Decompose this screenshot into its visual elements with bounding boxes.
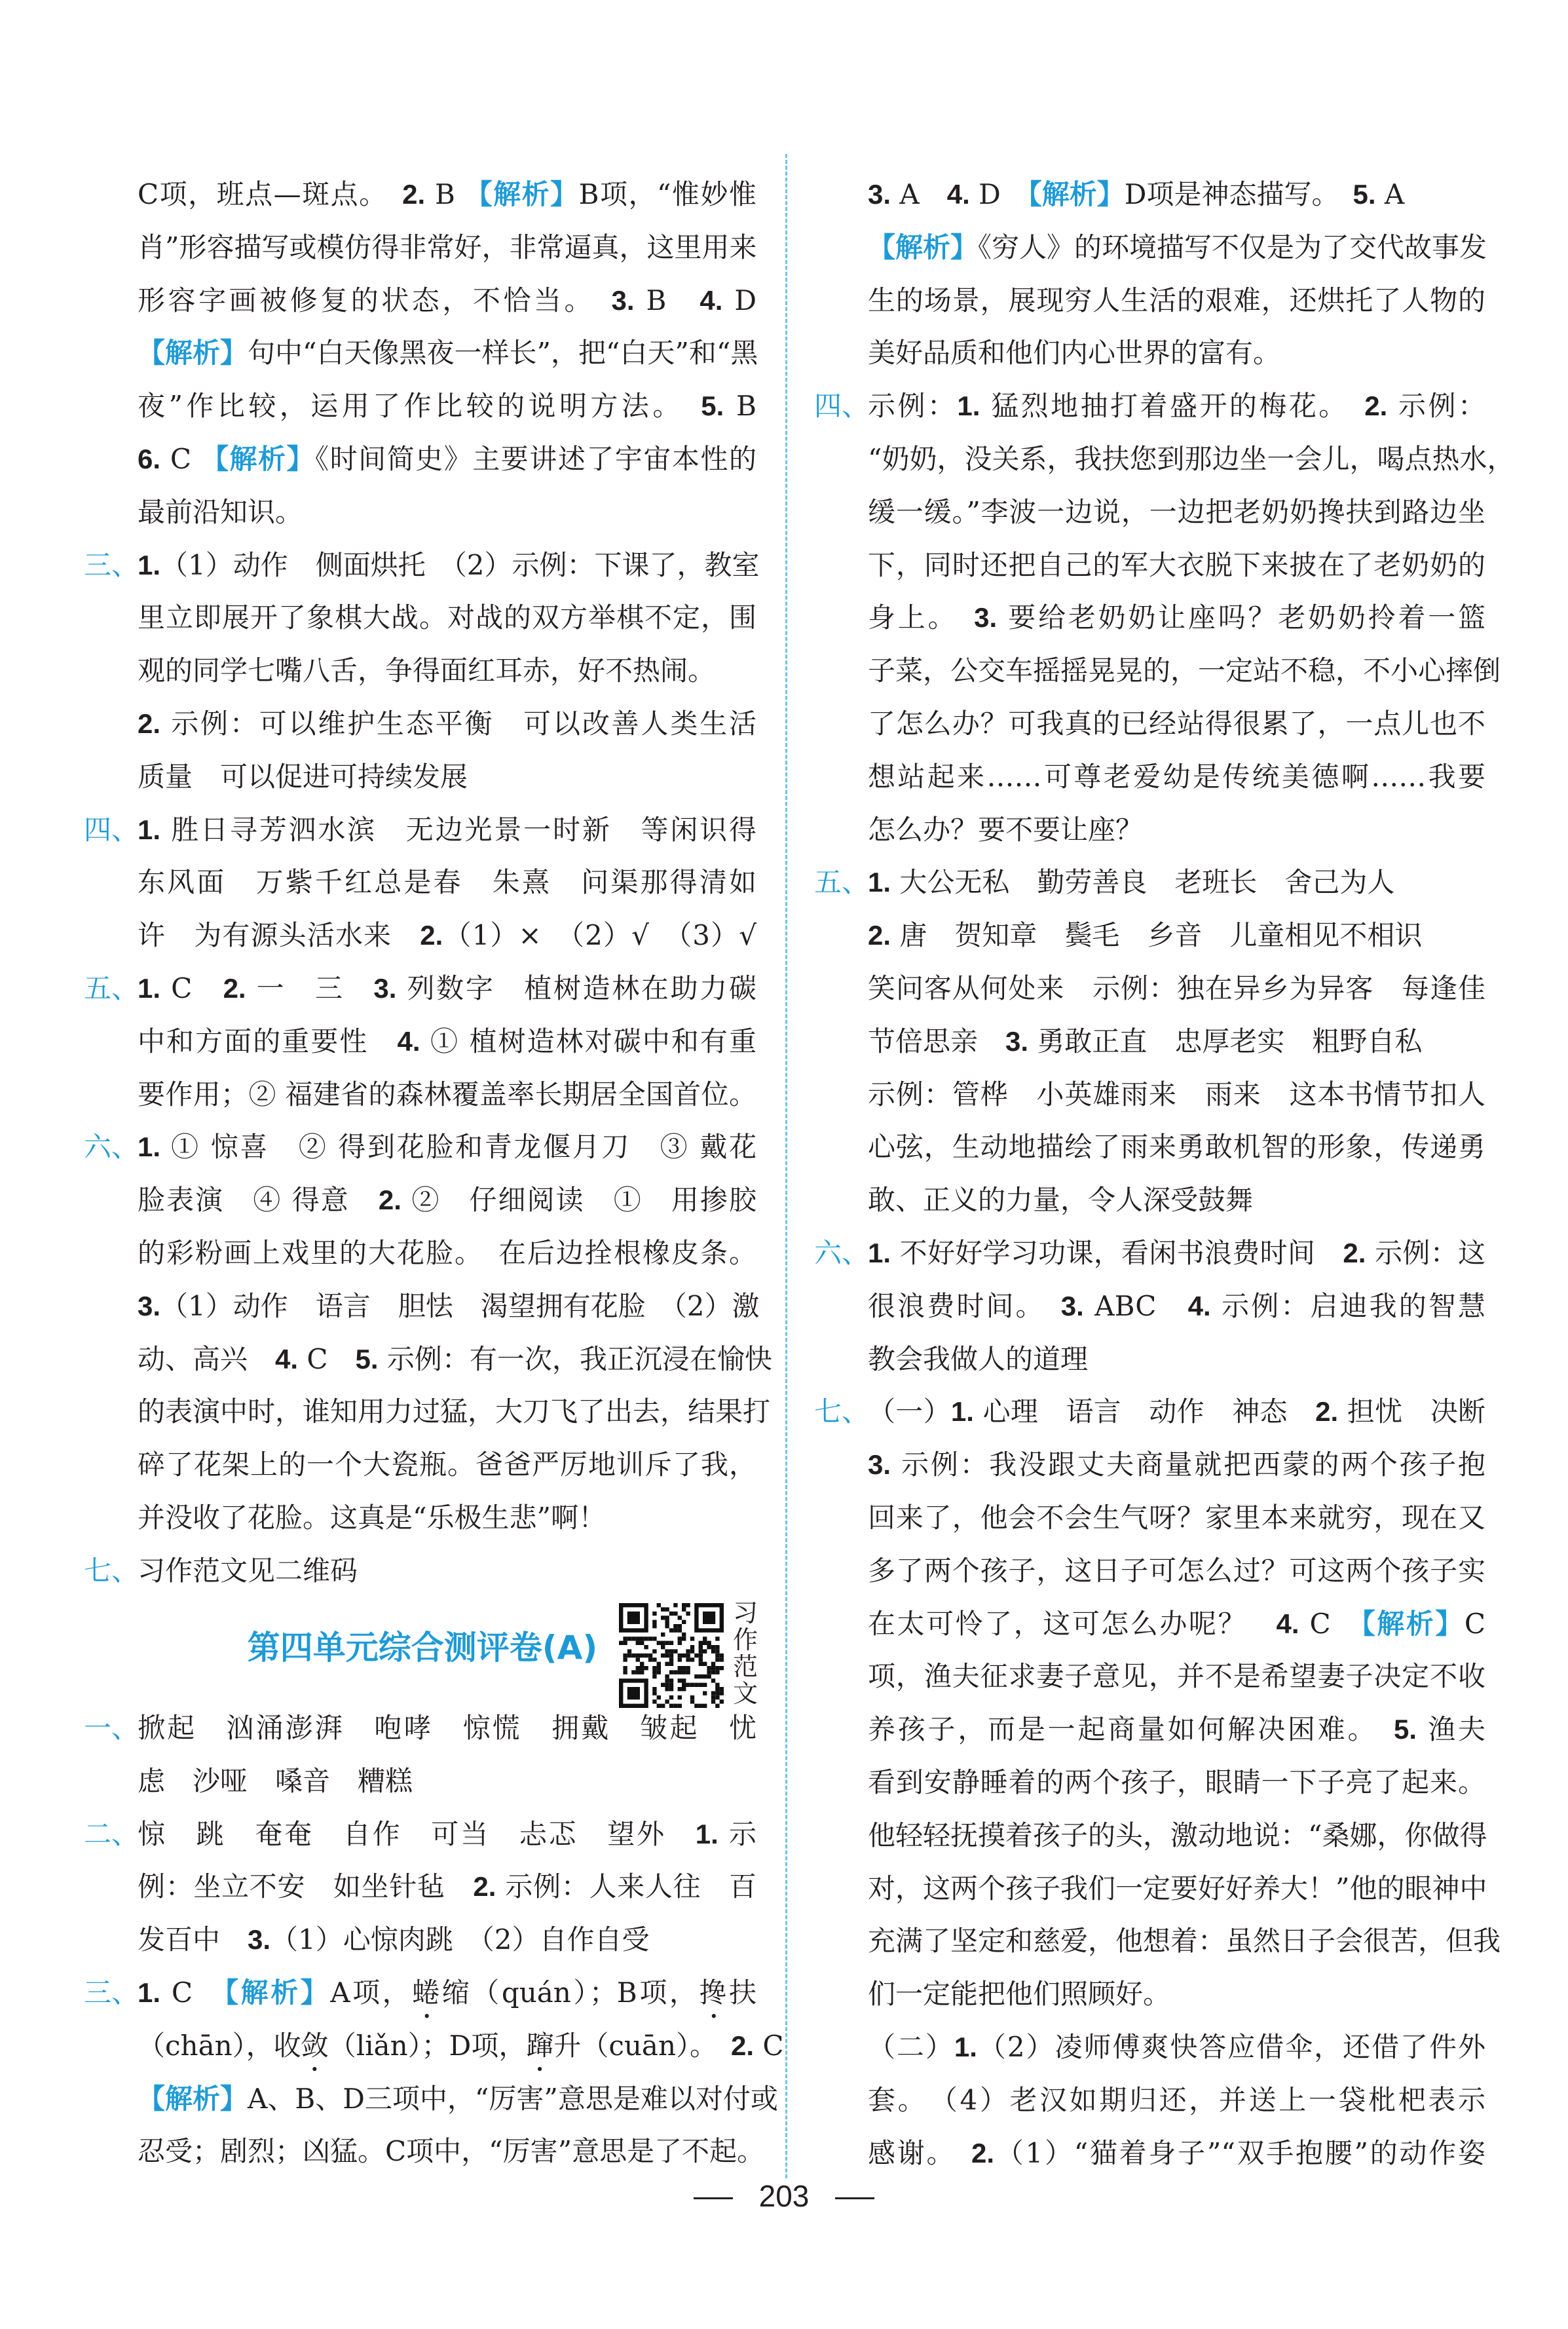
- question-number: 2.: [1364, 390, 1388, 422]
- answer-text: 充满了坚定和慈爱，他想着：虽然日子会很苦，但我: [868, 1925, 1501, 1958]
- answer-text: 心弦，生动地描绘了雨来勇敢机智的形象，传递勇: [868, 1131, 1485, 1164]
- qr-code-icon[interactable]: [619, 1603, 724, 1708]
- answer-text: 忍受；剧烈；凶猛。C项中，“厉害”意思是了不起。: [138, 2135, 765, 2168]
- answer-line: [138, 1808, 756, 1861]
- answer-text: B: [724, 390, 756, 423]
- answer-text: 的表演中时，谁知用力过猛，大刀飞了出去，结果打: [138, 1395, 771, 1428]
- answer-text: 示例：人来人往 百: [496, 1870, 756, 1903]
- answer-text: （1）× （2）√ （3）√: [443, 919, 756, 952]
- answer-text: 对，这两个孩子我们一定要好好养大！”他的眼神中: [868, 1872, 1487, 1904]
- emphasized-char: 蹿: [526, 2029, 554, 2062]
- question-number: 1.: [138, 814, 161, 845]
- answer-text: 中和方面的重要性: [138, 1025, 398, 1057]
- answer-text: ② 仔细阅读 ① 用掺胶: [401, 1184, 756, 1217]
- answer-text: 胜日寻芳泗水滨 无边光景一时新 等闲识得: [160, 813, 756, 846]
- answer-text: “奶奶，没关系，我扶您到那边坐一会儿，喝点热水，: [868, 443, 1515, 475]
- answer-line: [868, 592, 1485, 644]
- question-number: 2.: [1315, 1396, 1339, 1428]
- answer-line: [138, 1121, 756, 1173]
- answer-text: 在太可怜了，这可怎么办呢？: [868, 1607, 1277, 1640]
- answer-line: [868, 1703, 1485, 1756]
- answer-text: （1）动作 侧面烘托 （2）示例：下课了，教室: [160, 548, 760, 581]
- answer-text: 虑 沙哑 嗓音 糟糕: [138, 1764, 413, 1797]
- question-number: 5.: [1394, 1714, 1417, 1745]
- answer-text: 回来了，他会不会生气呀？家里本来就穷，现在又: [868, 1502, 1485, 1534]
- question-number: 1.: [868, 867, 891, 898]
- answer-line: [138, 2020, 784, 2072]
- analysis-tag: 【解析】: [1028, 178, 1125, 210]
- question-number: 4.: [275, 1343, 299, 1374]
- answer-text: 项，渔夫征求妻子意见，并不是希望妻子决定不收: [868, 1660, 1485, 1693]
- answer-text: C项，班点—斑点。: [138, 178, 403, 210]
- answer-text: 示例：: [1387, 390, 1485, 423]
- section-marker: 四、: [814, 390, 870, 423]
- answer-text: B: [634, 284, 700, 316]
- answer-line: [138, 2125, 765, 2178]
- page-number-text: 203: [758, 2179, 810, 2213]
- answer-line: [868, 1333, 1485, 1386]
- answer-line: [868, 1280, 1485, 1333]
- question-number: 5.: [701, 390, 724, 422]
- answer-text: 缓一缓。”李波一边说，一边把老奶奶搀扶到路边坐: [868, 495, 1485, 528]
- analysis-tag: 【解析】: [200, 443, 316, 475]
- answer-line: [138, 804, 756, 856]
- answer-text: 要作用；② 福建省的森林覆盖率长期居全国首位。: [138, 1078, 756, 1110]
- answer-line: [138, 1492, 756, 1544]
- answer-text: 唐 贺知章 鬓毛 乡音 儿童相见不相识: [891, 919, 1423, 952]
- answer-text: 扶: [728, 1977, 756, 2009]
- answer-text: 他轻轻抚摸着孩子的头，激动地说：“桑娜，你做得: [868, 1819, 1487, 1851]
- answer-text: 养孩子，而是一起商量如何解决困难。: [868, 1713, 1394, 1746]
- section-marker: 三、: [84, 1977, 140, 2009]
- answer-line: [138, 1174, 756, 1226]
- answer-text: D: [722, 284, 756, 316]
- column-divider: [785, 154, 787, 2178]
- answer-text: 想站起来……可尊老爱幼是传统美德啊……我要: [868, 760, 1485, 793]
- question-number: 2.: [473, 1871, 496, 1903]
- answer-line: [868, 1968, 1485, 2020]
- question-number: 3.: [248, 1924, 271, 1956]
- answer-text: （一）: [868, 1395, 951, 1428]
- page-number-dash-right: [835, 2197, 874, 2199]
- answer-text: ① 植树造林对碳中和有重: [420, 1025, 756, 1057]
- answer-line: [138, 1967, 756, 2019]
- answer-line: [138, 1227, 756, 1279]
- answer-line: [138, 1545, 756, 1597]
- answer-text: 例：坐立不安 如坐针毡: [138, 1870, 474, 1903]
- emphasized-char: 敛: [301, 2029, 329, 2062]
- answer-text: （1）动作 语言 胆怯 渴望拥有花脸 （2）激: [160, 1289, 760, 1322]
- page-number-dash-left: [694, 2197, 733, 2199]
- answer-text: （liǎn）；D项，: [328, 2029, 527, 2062]
- answer-line: [868, 275, 1485, 327]
- answer-text: C: [1464, 1607, 1485, 1640]
- answer-text: 示例：启迪我的智慧: [1210, 1289, 1485, 1322]
- answer-text: D: [969, 178, 1028, 210]
- answer-line: [868, 1069, 1485, 1121]
- answer-text: （chān），收: [138, 2029, 301, 2062]
- answer-line: [138, 751, 756, 803]
- answer-line: [868, 2127, 1485, 2180]
- answer-line: [138, 2073, 778, 2125]
- answer-line: [868, 1227, 1485, 1279]
- section-marker: 七、: [84, 1554, 140, 1587]
- question-number: 1.: [138, 549, 161, 580]
- answer-line: [138, 1069, 756, 1121]
- analysis-tag: 【解析】: [1361, 1607, 1465, 1640]
- answer-text: 示例：可以维护生态平衡 可以改善人类生活: [160, 708, 756, 740]
- answer-text: 教会我做人的道理: [868, 1342, 1089, 1375]
- answer-line: [868, 327, 1485, 379]
- answer-line: [868, 962, 1485, 1015]
- answer-text: 担忧 决断: [1338, 1395, 1485, 1428]
- answer-text: C: [160, 443, 201, 475]
- answer-line: [138, 380, 756, 432]
- answer-text: C: [1299, 1607, 1362, 1640]
- question-number: 2.: [138, 708, 161, 739]
- answer-line: [138, 962, 756, 1015]
- answer-line: [868, 2021, 1485, 2073]
- answer-text: 笑问客从何处来 示例：独在异乡为异客 每逢佳: [868, 972, 1485, 1004]
- answer-line: [138, 168, 756, 221]
- question-number: 5.: [355, 1343, 379, 1374]
- answer-line: [868, 1809, 1485, 1862]
- answer-text: C: [754, 2029, 784, 2062]
- answer-text: 观的同学七嘴八舌，争得面红耳赤，好不热闹。: [138, 654, 716, 687]
- analysis-tag: 【解析】: [138, 2082, 248, 2115]
- answer-line: [138, 1333, 772, 1386]
- answer-text: 动、高兴: [138, 1342, 276, 1375]
- answer-line: [138, 327, 756, 379]
- question-number: 1.: [138, 1977, 161, 2008]
- answer-line: [138, 698, 756, 750]
- answer-text: 缩（quán）；B项，: [441, 1977, 700, 2009]
- answer-text: 示例：: [868, 390, 958, 423]
- section-marker: 六、: [814, 1237, 870, 1269]
- question-number: 3.: [1005, 1025, 1029, 1057]
- question-number: 3.: [138, 1290, 161, 1321]
- question-number: 3.: [611, 284, 635, 316]
- answer-line: [868, 168, 1485, 221]
- answer-line: [138, 1914, 756, 1966]
- section-marker: 五、: [814, 866, 870, 899]
- answer-text: 身上。: [868, 601, 975, 634]
- answer-text: A: [1375, 178, 1405, 210]
- question-number: 1.: [138, 1131, 161, 1163]
- answer-text: 渔夫: [1417, 1713, 1485, 1746]
- answer-line: [868, 645, 1501, 697]
- answer-text: 下，同时还把自己的军大衣脱下来披在了老奶奶的: [868, 548, 1485, 581]
- question-number: 2.: [868, 920, 891, 951]
- answer-text: 惊 跳 奄奄 自作 可当 忐忑 望外: [138, 1817, 696, 1850]
- answer-text: 的彩粉画上戏里的大花脸。 在后边拴根橡皮条。: [138, 1237, 756, 1269]
- answer-line: [868, 2074, 1485, 2127]
- question-number: 3.: [373, 973, 397, 1004]
- answer-text: 示: [718, 1817, 756, 1850]
- answer-line: [868, 1439, 1485, 1491]
- analysis-tag: 【解析】: [464, 178, 579, 210]
- answer-text: B: [425, 178, 465, 210]
- question-number: 6.: [138, 444, 161, 474]
- answer-text: 一 三: [246, 972, 374, 1004]
- answer-text: 脸表演 ④ 得意: [138, 1184, 379, 1217]
- answer-text: 习作范文见二维码: [138, 1554, 358, 1587]
- answer-line: [138, 1386, 771, 1438]
- question-number: 2.: [1343, 1238, 1366, 1268]
- section-marker: 二、: [84, 1817, 140, 1850]
- answer-line: [868, 486, 1485, 539]
- analysis-tag: 【解析】: [225, 1977, 331, 2009]
- answer-line: [138, 592, 756, 644]
- question-number: 1.: [950, 1396, 974, 1428]
- question-number: 1.: [954, 2032, 977, 2062]
- answer-line: [868, 909, 1485, 962]
- answer-text: C: [298, 1342, 356, 1375]
- answer-line: [868, 804, 1485, 856]
- answer-text: 碎了花架上的一个大瓷瓶。爸爸严厉地训斥了我，: [138, 1449, 756, 1481]
- answer-line: [868, 1915, 1501, 1967]
- question-number: 4.: [1276, 1608, 1299, 1639]
- answer-line: [138, 1015, 756, 1068]
- answer-text: 套。 （4）老汉如期归还，并送上一袋枇杷表示: [868, 2083, 1485, 2116]
- answer-text: ABC: [1083, 1289, 1188, 1322]
- answer-line: [138, 486, 756, 539]
- answer-text: 列数字 植树造林在助力碳: [396, 972, 756, 1004]
- answer-line: [138, 1755, 756, 1808]
- answer-line: [138, 909, 756, 962]
- question-number: 1.: [695, 1818, 719, 1849]
- answer-text: 节倍思亲: [868, 1025, 1006, 1057]
- answer-text: （1）“猫着身子”“双手抱腰”的动作姿: [994, 2136, 1485, 2169]
- answer-text: A、B、D三项中，“厉害”意思是难以对付或: [248, 2082, 778, 2115]
- answer-text: 大公无私 勤劳善良 老班长 舍己为人: [891, 866, 1395, 899]
- answer-text: 不好好学习功课，看闲书浪费时间: [891, 1237, 1343, 1269]
- question-number: 3.: [1060, 1290, 1084, 1321]
- unit-title: 第四单元综合测评卷(A): [247, 1629, 598, 1667]
- answer-line: [868, 380, 1485, 432]
- answer-line: [868, 751, 1485, 803]
- answer-text: 心理 语言 动作 神态: [973, 1395, 1316, 1428]
- answer-line: [868, 1863, 1485, 1915]
- analysis-tag: 【解析】: [138, 337, 248, 369]
- question-number: 4.: [700, 284, 723, 316]
- section-marker: 四、: [84, 813, 140, 846]
- qr-label: 习作范文: [732, 1599, 758, 1708]
- answer-text: 肖”形容描写或模仿得非常好，非常逼真，这里用来: [138, 231, 757, 263]
- answer-text: 质量 可以促进可持续发展: [138, 760, 468, 793]
- answer-text: A: [891, 178, 947, 210]
- answer-text: B项，“惟妙惟: [578, 178, 756, 210]
- answer-line: [868, 433, 1515, 485]
- emphasized-char: 搀: [699, 1977, 729, 2009]
- answer-text: 感谢。: [868, 2136, 971, 2169]
- answer-text: 形容字画被修复的状态，不恰当。: [138, 284, 612, 316]
- answer-line: [138, 645, 756, 697]
- answer-text: 示例：有一次，我正沉浸在愉快: [378, 1342, 772, 1375]
- answer-line: [138, 539, 760, 592]
- question-number: 4.: [397, 1025, 420, 1057]
- section-marker: 六、: [84, 1131, 140, 1164]
- answer-text: 升（cuān）。: [553, 2029, 732, 2062]
- page-number: [0, 2175, 1568, 2217]
- answer-text: 许 为有源头活水来: [138, 919, 420, 952]
- answer-line: [868, 1121, 1485, 1173]
- answer-text: 并没收了花脸。这真是“乐极生悲”啊！: [138, 1502, 606, 1534]
- question-number: 5.: [1353, 179, 1376, 210]
- question-number: 3.: [868, 179, 891, 210]
- answer-line: [868, 1015, 1485, 1068]
- answer-line: [138, 1439, 756, 1491]
- answer-text: 示例：管桦 小英雄雨来 雨来 这本书情节扣人: [868, 1078, 1485, 1110]
- answer-text: 《时间简史》主要讲述了宇宙本性的: [315, 443, 756, 475]
- answer-text: 子菜，公交车摇摇晃晃的，一定站不稳，不小心摔倒: [868, 654, 1501, 687]
- question-number: 2.: [971, 2137, 995, 2168]
- emphasized-char: 蜷: [412, 1977, 442, 2009]
- answer-text: （二）: [868, 2031, 954, 2063]
- answer-line: [868, 1598, 1485, 1650]
- answer-text: C: [160, 972, 223, 1004]
- answer-line: [868, 1545, 1485, 1597]
- question-number: 1.: [957, 390, 980, 422]
- answer-text: 示例：我没跟丈夫商量就把西蒙的两个孩子抱: [891, 1449, 1485, 1481]
- section-marker: 三、: [84, 548, 140, 581]
- question-number: 2.: [731, 2030, 755, 2061]
- question-number: 3.: [974, 602, 998, 634]
- question-number: 4.: [1187, 1290, 1211, 1321]
- answer-line: [138, 275, 756, 327]
- answer-text: D项是神态描写。: [1124, 178, 1353, 210]
- answer-text: 生的场景，展现穷人生活的艰难，还烘托了人物的: [868, 284, 1485, 316]
- answer-line: [868, 1386, 1485, 1438]
- answer-text: 很浪费时间。: [868, 1289, 1061, 1322]
- answer-text: 最前沿知识。: [138, 495, 303, 528]
- answer-line: [868, 539, 1485, 592]
- analysis-tag: 【解析】: [868, 231, 979, 263]
- answer-text: A项，: [330, 1977, 413, 2009]
- answer-line: [868, 856, 1485, 909]
- answer-line: [138, 433, 756, 485]
- answer-text: ① 惊喜 ② 得到花脸和青龙偃月刀 ③ 戴花: [160, 1131, 756, 1164]
- answer-text: 看到安静睡着的两个孩子，眼睛一下子亮了起来。: [868, 1766, 1485, 1798]
- answer-text: 猛烈地抽打着盛开的梅花。: [980, 390, 1365, 423]
- answer-text: 东风面 万紫千红总是春 朱熹 问渠那得清如: [138, 866, 756, 899]
- answer-line: [868, 1174, 1485, 1226]
- section-marker: 七、: [814, 1395, 870, 1428]
- answer-text: 勇敢正直 忠厚老实 粗野自私: [1028, 1025, 1423, 1057]
- answer-text: 夜”作比较，运用了作比较的说明方法。: [138, 390, 701, 423]
- answer-text: 要给老奶奶让座吗？老奶奶拎着一篮: [997, 601, 1485, 634]
- answer-text: 发百中: [138, 1923, 248, 1956]
- question-number: 1.: [138, 973, 161, 1004]
- answer-line: [138, 1861, 756, 1913]
- question-number: 2.: [378, 1184, 401, 1216]
- answer-line: [138, 1702, 756, 1754]
- answer-line: [868, 1650, 1485, 1703]
- answer-line: [868, 1492, 1485, 1544]
- question-number: 2.: [402, 179, 426, 210]
- answer-text: 句中“白天像黑夜一样长”，把“白天”和“黑: [248, 337, 758, 369]
- answer-text: （1）心惊肉跳 （2）自作自受: [271, 1923, 650, 1956]
- section-marker: 一、: [84, 1712, 140, 1744]
- answer-line: [138, 221, 756, 274]
- answer-line: [868, 221, 1485, 274]
- answer-text: 多了两个孩子，这日子可怎么过？可这两个孩子实: [868, 1554, 1485, 1587]
- answer-line: [868, 1756, 1485, 1809]
- answer-text: 《穷人》的环境描写不仅是为了交代故事发: [978, 231, 1487, 263]
- answer-text: 里立即展开了象棋大战。对战的双方举棋不定，围: [138, 601, 756, 634]
- answer-line: [868, 698, 1485, 750]
- answer-text: 了怎么办？可我真的已经站得很累了，一点儿也不: [868, 708, 1485, 740]
- answer-text: （2）凌师傅爽快答应借伞，还借了件外: [977, 2031, 1485, 2063]
- section-marker: 五、: [84, 972, 140, 1004]
- answer-text: 美好品质和他们内心世界的富有。: [868, 337, 1281, 369]
- question-number: 2.: [420, 920, 443, 951]
- answer-line: [138, 856, 756, 909]
- question-number: 2.: [223, 973, 246, 1004]
- answer-line: [138, 1280, 760, 1333]
- answer-text: 掀起 汹涌澎湃 咆哮 惊慌 拥戴 皱起 忧: [138, 1712, 756, 1744]
- question-number: 4.: [946, 179, 970, 210]
- answer-text: 敢、正义的力量，令人深受鼓舞: [868, 1184, 1254, 1217]
- answer-text: 示例：这: [1366, 1237, 1485, 1269]
- question-number: 1.: [868, 1238, 891, 1268]
- question-number: 3.: [868, 1449, 891, 1481]
- answer-text: C: [160, 1977, 225, 2009]
- answer-text: 们一定能把他们照顾好。: [868, 1978, 1171, 2011]
- answer-text: 怎么办？要不要让座？: [868, 813, 1144, 846]
